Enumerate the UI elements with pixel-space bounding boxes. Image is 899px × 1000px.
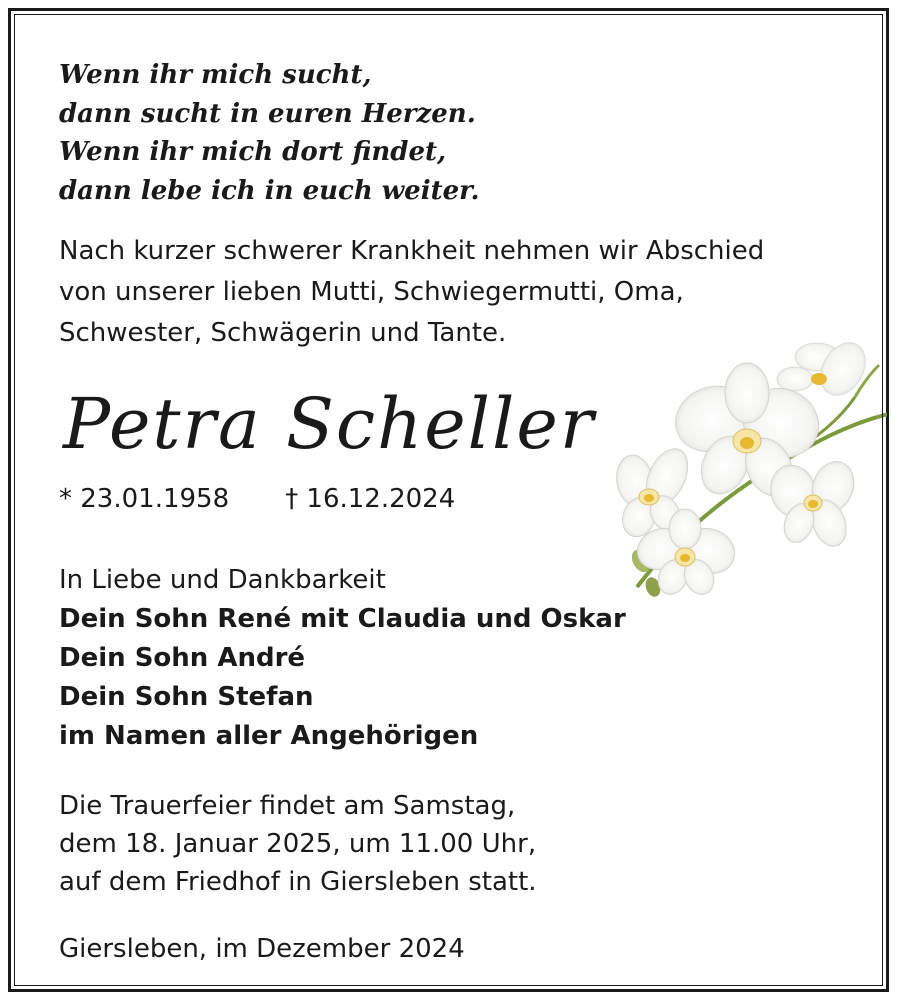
funeral-line: auf dem Friedhof in Giersleben statt. — [59, 867, 537, 897]
poem-line: dann lebe ich in euch weiter. — [59, 175, 480, 206]
place-and-date: Giersleben, im Dezember 2024 — [59, 934, 465, 964]
poem-line: dann sucht in euren Herzen. — [59, 98, 476, 129]
family-member: im Namen aller Angehörigen — [59, 721, 479, 751]
farewell-line: Schwester, Schwägerin und Tante. — [59, 318, 507, 348]
poem — [59, 56, 480, 210]
family-member: Dein Sohn René mit Claudia und Oskar — [59, 604, 626, 634]
farewell-line: Nach kurzer schwerer Krankheit nehmen wir Abschied — [59, 236, 765, 266]
funeral-line: Die Trauerfeier findet am Samstag, — [59, 791, 516, 821]
birth-date: * 23.01.1958 — [59, 484, 230, 514]
life-dates — [59, 479, 455, 519]
funeral-line: dem 18. Januar 2025, um 11.00 Uhr, — [59, 829, 537, 859]
family-member: Dein Sohn Stefan — [59, 682, 314, 712]
family-intro: In Liebe und Dankbarkeit — [59, 565, 386, 595]
funeral-info — [59, 787, 537, 901]
family-member: Dein Sohn André — [59, 643, 306, 673]
family-signature — [59, 561, 626, 756]
poem-line: Wenn ihr mich sucht, — [59, 60, 372, 90]
poem-line: Wenn ihr mich dort findet, — [59, 137, 447, 167]
orchid-flower-icon — [607, 325, 887, 605]
obituary-notice — [8, 8, 889, 992]
farewell-line: von unserer lieben Mutti, Schwiegermutti, Oma, — [59, 277, 684, 307]
deceased-name: Petra Scheller — [63, 383, 596, 465]
death-date: † 16.12.2024 — [285, 484, 456, 514]
